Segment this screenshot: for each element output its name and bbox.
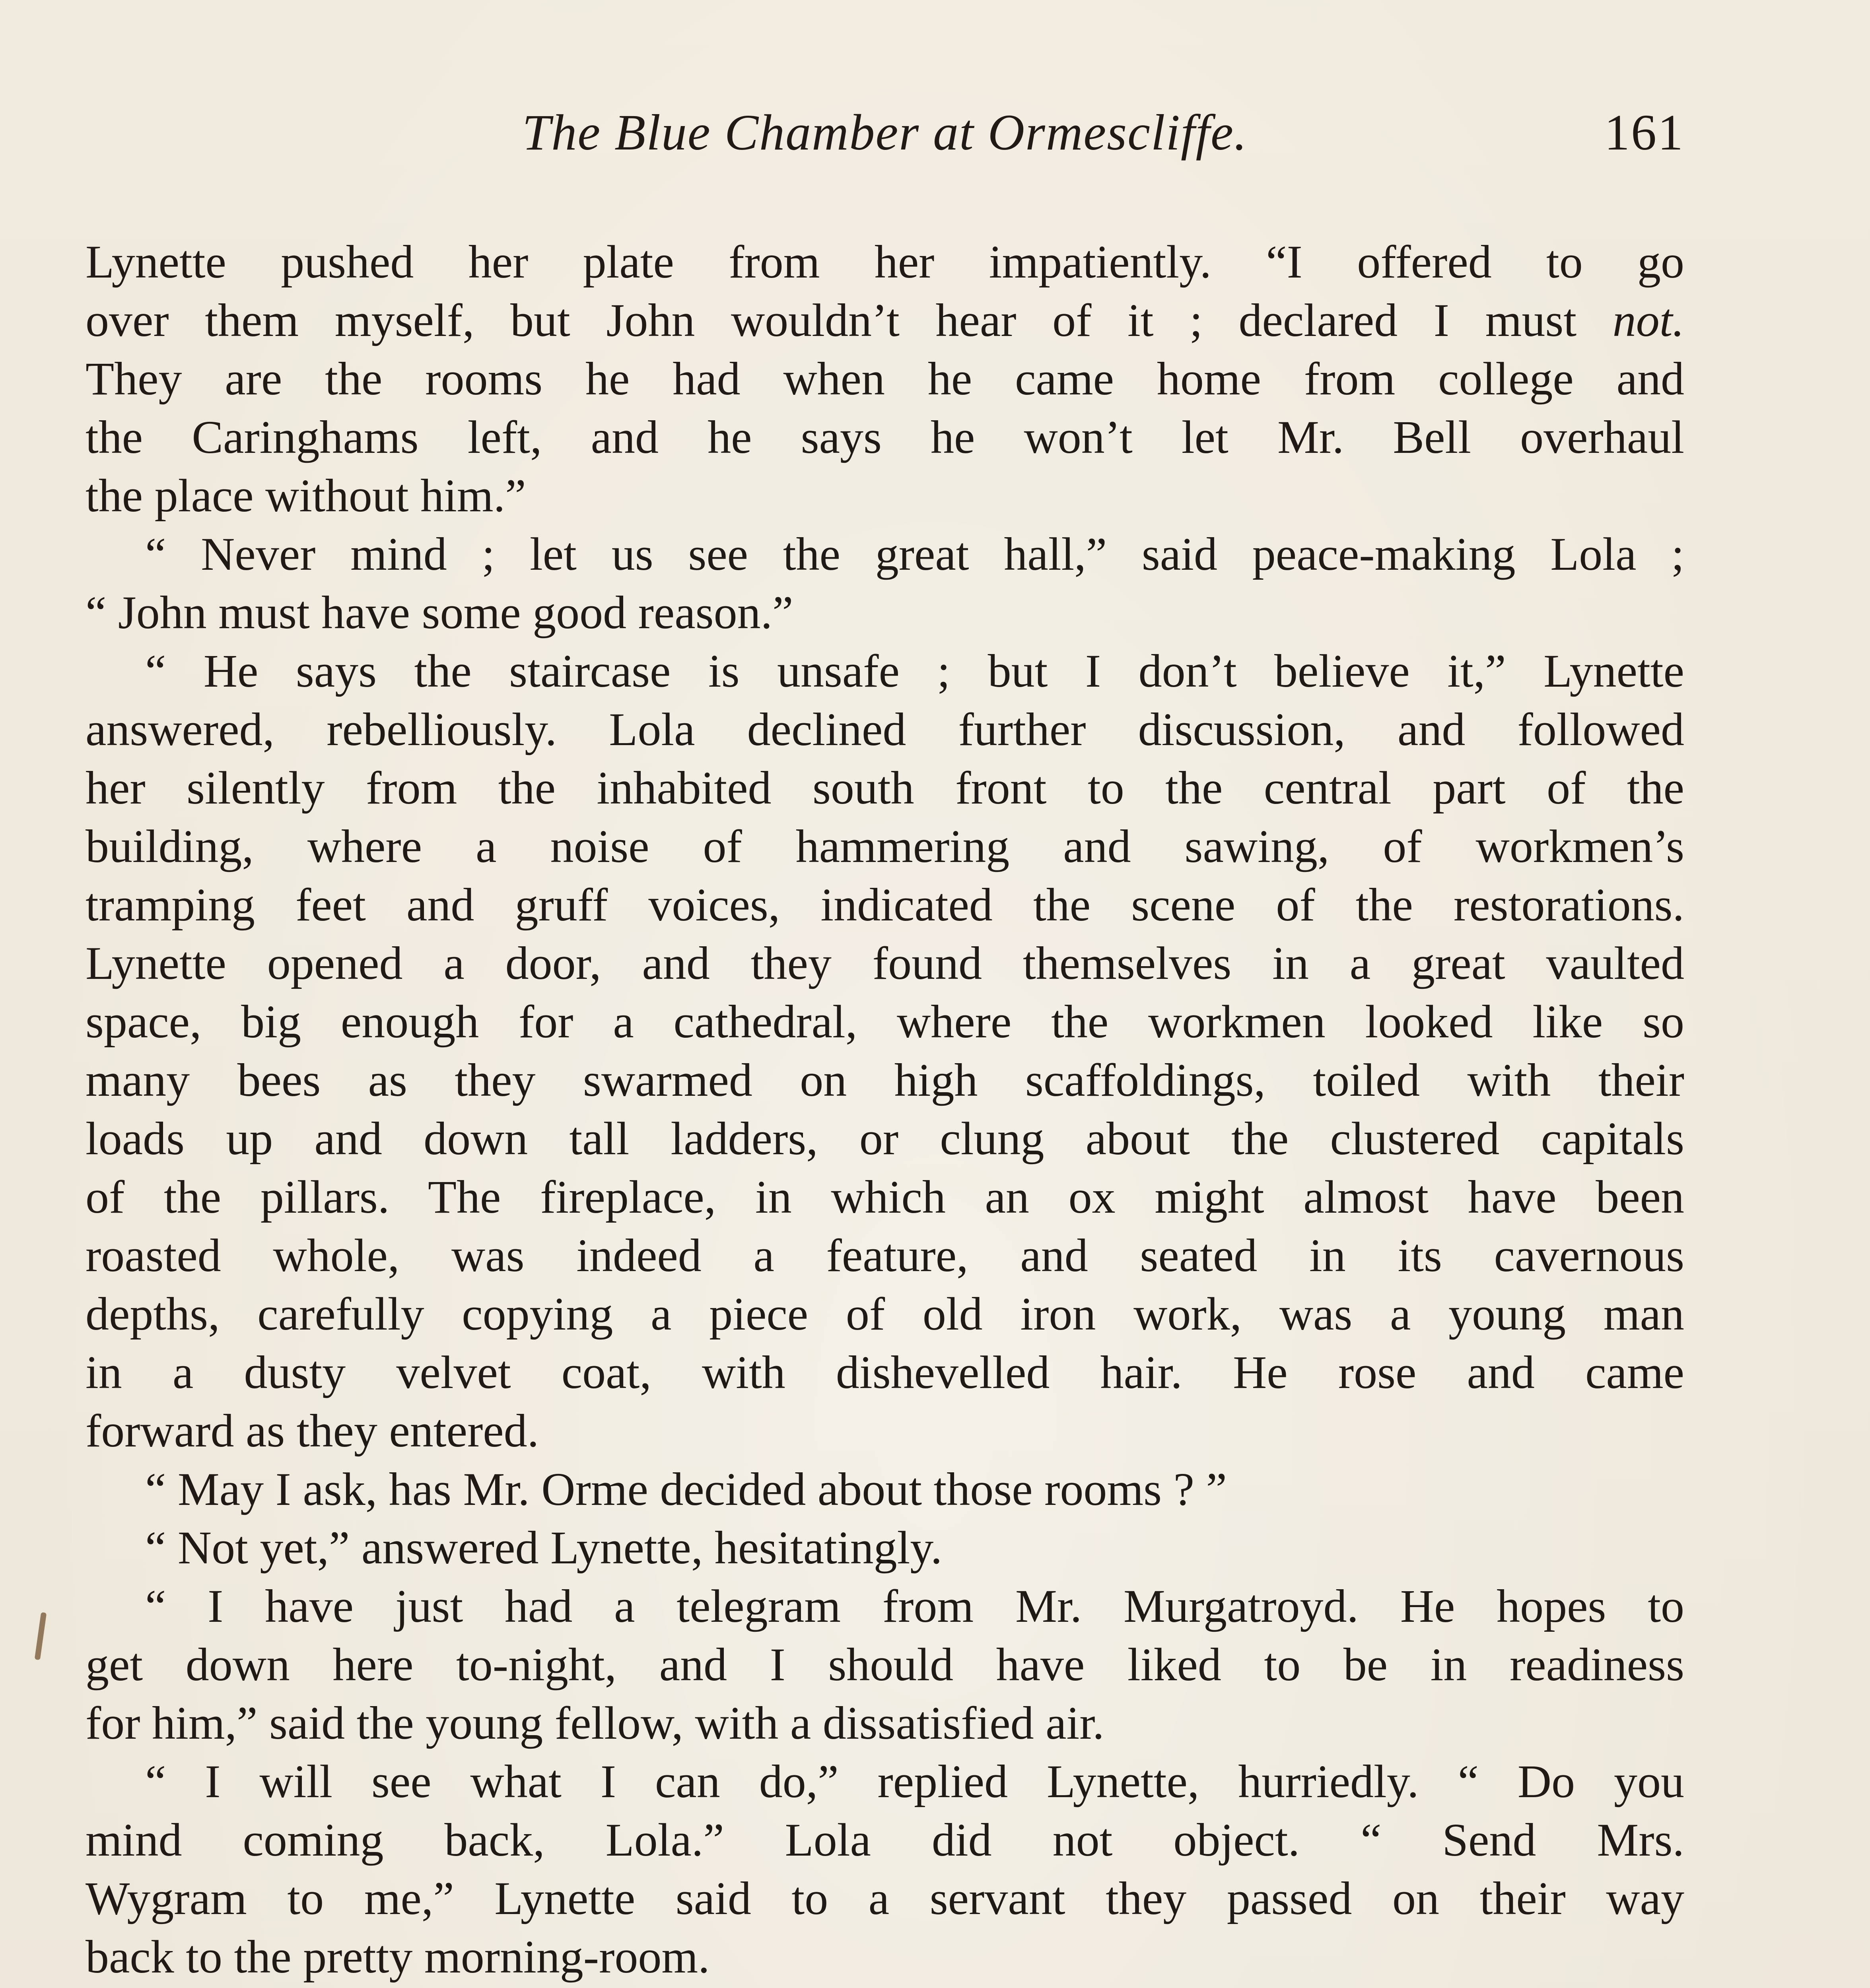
text-line: space, big enough for a cathedral, where the workmen looked like so — [86, 996, 1684, 1048]
text-line: They are the rooms he had when he came home from college and — [86, 353, 1684, 405]
text-line: depths, carefully copying a piece of old iron work, was a young man — [86, 1288, 1684, 1340]
text-line: “ May I ask, has Mr. Orme decided about those rooms ? ” — [145, 1463, 1227, 1515]
text-line: forward as they entered. — [86, 1405, 539, 1457]
emphasis: not. — [1612, 294, 1684, 346]
text-line: tramping feet and gruff voices, indicated the scene of the restorations. — [86, 879, 1684, 931]
text-line: of the pillars. The fireplace, in which an ox might almost have been — [86, 1171, 1684, 1223]
text-line: many bees as they swarmed on high scaffoldings, toiled with their — [86, 1054, 1684, 1106]
text-line: Lynette pushed her plate from her impatiently. “I offered to go — [86, 236, 1684, 288]
text-line: roasted whole, was indeed a feature, and seated in its cavernous — [86, 1229, 1684, 1281]
text-line: Wygram to me,” Lynette said to a servant they passed on their way — [86, 1872, 1684, 1924]
text-line: answered, rebelliously. Lola declined further discussion, and followed — [86, 703, 1684, 755]
text-line: “ John must have some good reason.” — [86, 586, 793, 639]
text-line: “ Never mind ; let us see the great hall,” said peace-making Lola ; — [145, 528, 1684, 580]
body-text — [86, 233, 1684, 1988]
margin-pencil-mark — [35, 1612, 47, 1660]
page-header — [86, 91, 1684, 179]
text-line: building, where a noise of hammering and sawing, of workmen’s — [86, 820, 1684, 872]
text-line: “ Not yet,” answered Lynette, hesitatingly. — [145, 1522, 943, 1574]
text-line: the Caringhams left, and he says he won’t let Mr. Bell overhaul — [86, 411, 1684, 463]
text-line: “ He says the staircase is unsafe ; but I don’t believe it,” Lynette — [145, 645, 1684, 697]
text-line: in a dusty velvet coat, with dishevelled hair. He rose and came — [86, 1346, 1684, 1398]
page-number: 161 — [1604, 104, 1684, 161]
text-line: mind coming back, Lola.” Lola did not object. “ Send Mrs. — [86, 1814, 1684, 1866]
text-line: for him,” said the young fellow, with a dissatisfied air. — [86, 1697, 1104, 1749]
text-line: back to the pretty morning-room. — [86, 1931, 710, 1983]
text-line: loads up and down tall ladders, or clung about the clustered capitals — [86, 1112, 1684, 1165]
text-line: Lynette opened a door, and they found themselves in a great vaulted — [86, 937, 1684, 989]
text-line: “ I will see what I can do,” replied Lynette, hurriedly. “ Do you — [145, 1755, 1684, 1807]
running-title: The Blue Chamber at Ormescliffe. — [522, 104, 1248, 161]
text-line: get down here to-night, and I should have liked to be in readiness — [86, 1639, 1684, 1691]
text-line: “ I have just had a telegram from Mr. Murgatroyd. He hopes to — [145, 1580, 1684, 1632]
text-line: the place without him.” — [86, 470, 526, 522]
text-line — [86, 1986, 1684, 1988]
text-line: over them myself, but John wouldn’t hear of it ; declared I must not. — [86, 294, 1684, 346]
text-line: her silently from the inhabited south front to the central part of the — [86, 762, 1684, 814]
